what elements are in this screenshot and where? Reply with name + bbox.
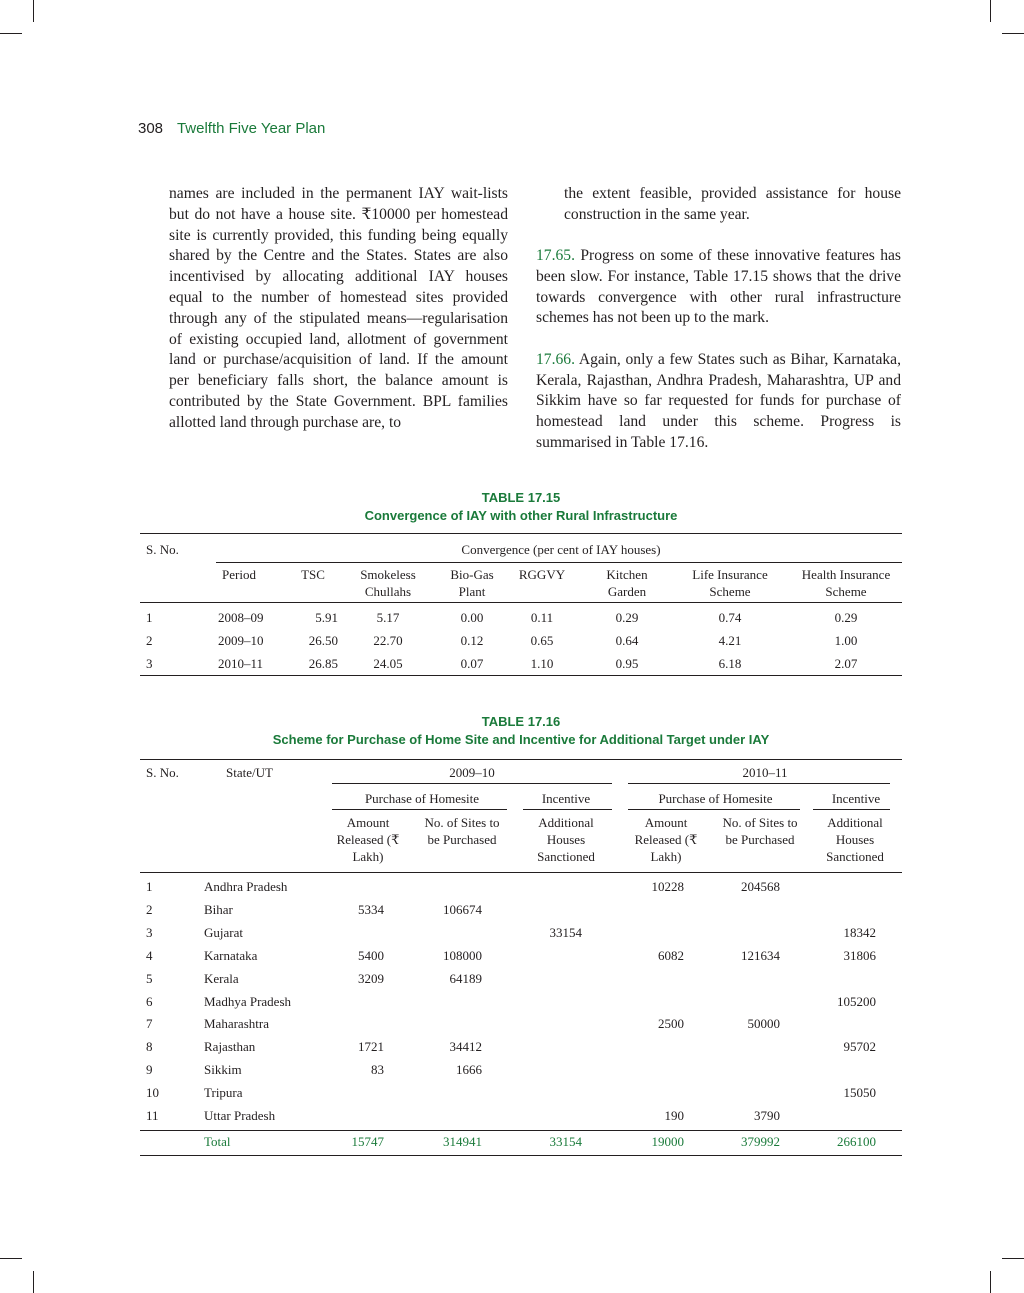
col-header-biogas: Bio-Gas Plant [450, 567, 494, 599]
row-number: 3 [146, 656, 153, 671]
right-column [536, 184, 901, 474]
table-cell: 5.91 [315, 610, 338, 625]
paragraph-17-65 [536, 246, 901, 329]
row-number: 5 [146, 970, 153, 986]
paragraph-text: Progress on some of these innovative features has been slow. For instance, Table 17.15 shows that the drive towards convergence with other rural infrastructure schemes has not been up to the mark. [536, 247, 901, 327]
sub-header-additional: Additional Houses Sanctioned [826, 815, 884, 864]
table-rule [628, 783, 890, 784]
book-title: Twelfth Five Year Plan [176, 120, 326, 137]
table-cell: 10228 [651, 879, 684, 894]
sno-header: S. No. [146, 765, 179, 780]
state-header: State/UT [226, 765, 273, 780]
table-cell: 26.50 [308, 633, 338, 648]
table-17-16 [140, 759, 902, 1159]
table-rule [523, 809, 612, 810]
sub-header-sites: No. of Sites to be Purchased [424, 815, 500, 847]
continuation-paragraph: the extent feasible, provided assistance for house construction in the same year. [564, 185, 901, 223]
table-cell: 83 [371, 1062, 384, 1078]
state-name: Maharashtra [204, 1016, 269, 1032]
table-cell: 26.85 [308, 656, 338, 671]
col-header-health-insurance: Health Insurance Scheme [801, 567, 891, 599]
year-2009-10-header: 2009–10 [449, 765, 495, 780]
state-name: Bihar [204, 901, 233, 917]
table-label: TABLE 17.16 [481, 714, 561, 729]
col-header-kitchen: Kitchen Garden [606, 567, 648, 599]
table-title: Scheme for Purchase of Home Site and Incentive for Additional Target under IAY [272, 732, 770, 747]
total-cell: 19000 [651, 1134, 684, 1149]
paragraph-number: 17.65. [536, 247, 575, 265]
table-rule [140, 675, 902, 676]
table-rule [332, 809, 507, 810]
row-number: 4 [146, 947, 153, 963]
table-title: Convergence of IAY with other Rural Infrastructure [364, 508, 678, 523]
table-cell: 2500 [658, 1016, 684, 1032]
state-name: Andhra Pradesh [204, 879, 288, 894]
purchase-homesite-header: Purchase of Homesite [364, 791, 480, 806]
table-rule [140, 602, 902, 603]
table-cell: 3790 [754, 1108, 780, 1123]
table-rule [140, 872, 902, 873]
row-number: 8 [146, 1039, 153, 1055]
col-header-tsc: TSC [301, 567, 325, 582]
table-cell: 1.10 [530, 656, 554, 671]
col-header-life-insurance: Life Insurance Scheme [692, 567, 768, 599]
crop-mark [1002, 33, 1024, 34]
table-cell: 2010–11 [218, 656, 264, 671]
table-cell: 3209 [358, 970, 384, 986]
total-cell: 15747 [351, 1134, 384, 1149]
sub-header-additional: Additional Houses Sanctioned [537, 815, 595, 864]
table-cell: 0.00 [460, 610, 484, 625]
incentive-header: Incentive [541, 791, 591, 806]
table-rule [140, 759, 902, 760]
page-number: 308 [138, 120, 164, 137]
table-cell: 31806 [843, 947, 876, 963]
table-cell: 0.29 [834, 610, 858, 625]
incentive-header: Incentive [831, 791, 881, 806]
row-number: 3 [146, 924, 153, 940]
row-number: 1 [146, 610, 153, 625]
table-cell: 1666 [456, 1062, 482, 1078]
col-header-smokeless: Smokeless Chullahs [360, 567, 416, 599]
state-name: Karnataka [204, 947, 258, 963]
table-cell: 18342 [843, 924, 876, 940]
page-header [138, 120, 325, 137]
row-number: 2 [146, 901, 153, 917]
crop-mark [990, 1271, 991, 1293]
total-cell: 379992 [741, 1134, 780, 1149]
row-number: 9 [146, 1062, 153, 1078]
paragraph-number: 17.66. [536, 350, 575, 368]
state-name: Gujarat [204, 924, 243, 940]
table-cell: 6.18 [718, 656, 742, 671]
table-cell: 0.07 [460, 656, 484, 671]
table-cell: 190 [664, 1108, 684, 1123]
convergence-header: Convergence (per cent of IAY houses) [461, 542, 661, 557]
table-cell: 121634 [741, 947, 780, 963]
sno-header: S. No. [146, 542, 179, 557]
row-number: 7 [146, 1016, 153, 1032]
crop-mark [990, 0, 991, 22]
crop-mark [1002, 1258, 1024, 1259]
state-name: Uttar Pradesh [204, 1108, 276, 1123]
table-17-16-caption [140, 713, 902, 749]
table-cell: 108000 [443, 947, 482, 963]
crop-mark [0, 33, 22, 34]
table-cell: 0.12 [460, 633, 484, 648]
table-17-15-caption [140, 489, 902, 525]
table-cell: 0.65 [530, 633, 554, 648]
table-cell: 0.64 [615, 633, 639, 648]
state-name: Sikkim [204, 1062, 242, 1078]
row-number: 11 [146, 1108, 159, 1123]
table-rule [628, 809, 800, 810]
table-rule [332, 783, 612, 784]
table-rule [813, 809, 890, 810]
table-cell: 0.29 [615, 610, 639, 625]
table-cell: 4.21 [718, 633, 742, 648]
row-number: 10 [146, 1085, 159, 1101]
state-name: Madhya Pradesh [204, 993, 292, 1009]
crop-mark [0, 1258, 22, 1259]
table-cell: 15050 [843, 1085, 876, 1101]
state-name: Tripura [204, 1085, 243, 1101]
table-rule [140, 533, 902, 534]
table-cell: 1.00 [834, 633, 858, 648]
crop-mark [33, 0, 34, 22]
sub-header-amount: Amount Released (₹ Lakh) [634, 815, 698, 864]
table-cell: 2009–10 [218, 633, 264, 648]
table-cell: 24.05 [373, 656, 403, 671]
table-label: TABLE 17.15 [481, 490, 561, 505]
state-name: Rajasthan [204, 1039, 256, 1055]
total-label: Total [204, 1134, 231, 1149]
sub-header-amount: Amount Released (₹ Lakh) [336, 815, 400, 864]
table-cell: 0.11 [530, 610, 554, 625]
table-cell: 34412 [449, 1039, 482, 1055]
total-cell: 33154 [549, 1134, 582, 1149]
table-cell: 50000 [747, 1016, 780, 1032]
table-cell: 0.74 [718, 610, 742, 625]
total-cell: 266100 [837, 1134, 876, 1149]
sub-header-sites: No. of Sites to be Purchased [722, 815, 798, 847]
table-cell: 22.70 [373, 633, 403, 648]
row-number: 2 [146, 633, 153, 648]
paragraph-text: Again, only a few States such as Bihar, Karnataka, Kerala, Rajasthan, Andhra Pradesh, Maharashtra, UP and Sikkim have so far requested for funds for purchase of homestead land under this scheme. Progress is summarised in Table 17.16. [536, 350, 901, 451]
table-rule [140, 1130, 902, 1131]
table-cell: 0.95 [615, 656, 639, 671]
left-column [169, 184, 508, 454]
total-cell: 314941 [443, 1134, 482, 1149]
crop-mark [33, 1271, 34, 1293]
table-cell: 6082 [658, 947, 684, 963]
purchase-homesite-header: Purchase of Homesite [658, 791, 773, 806]
table-cell: 64189 [449, 970, 482, 986]
table-cell: 5400 [358, 947, 384, 963]
table-cell: 5334 [358, 901, 384, 917]
table-cell: 1721 [358, 1039, 384, 1055]
table-17-15 [140, 533, 902, 678]
col-header-period: Period [222, 567, 256, 582]
left-paragraph: names are included in the permanent IAY wait-lists but do not have a house site. ₹10000 per homestead site is currently provided, this funding being equally shared by the Centre and the States. States are also incentivised by allocating additional IAY houses equal to the number of homestead sites provided through any of the stipulated means—regularisation of existing occupied land, allotment of government land or purchase/acquisition of land. If the amount per beneficiary falls short, the balance amount is contributed by the State Government. BPL families allotted land through purchase are, to [169, 185, 508, 431]
table-cell: 33154 [549, 924, 582, 940]
table-cell: 95702 [843, 1039, 876, 1055]
table-cell: 204568 [741, 879, 780, 894]
table-cell: 105200 [837, 993, 876, 1009]
col-header-rggvy: RGGVY [518, 567, 566, 582]
row-number: 6 [146, 993, 153, 1009]
year-2010-11-header: 2010–11 [742, 765, 788, 780]
state-name: Kerala [204, 970, 239, 986]
table-cell: 5.17 [376, 610, 400, 625]
table-cell: 2008–09 [218, 610, 264, 625]
table-cell: 106674 [443, 901, 482, 917]
paragraph-17-66 [536, 350, 901, 454]
row-number: 1 [146, 879, 153, 894]
table-rule [216, 562, 902, 563]
table-rule [140, 1155, 902, 1156]
table-cell: 2.07 [834, 656, 858, 671]
